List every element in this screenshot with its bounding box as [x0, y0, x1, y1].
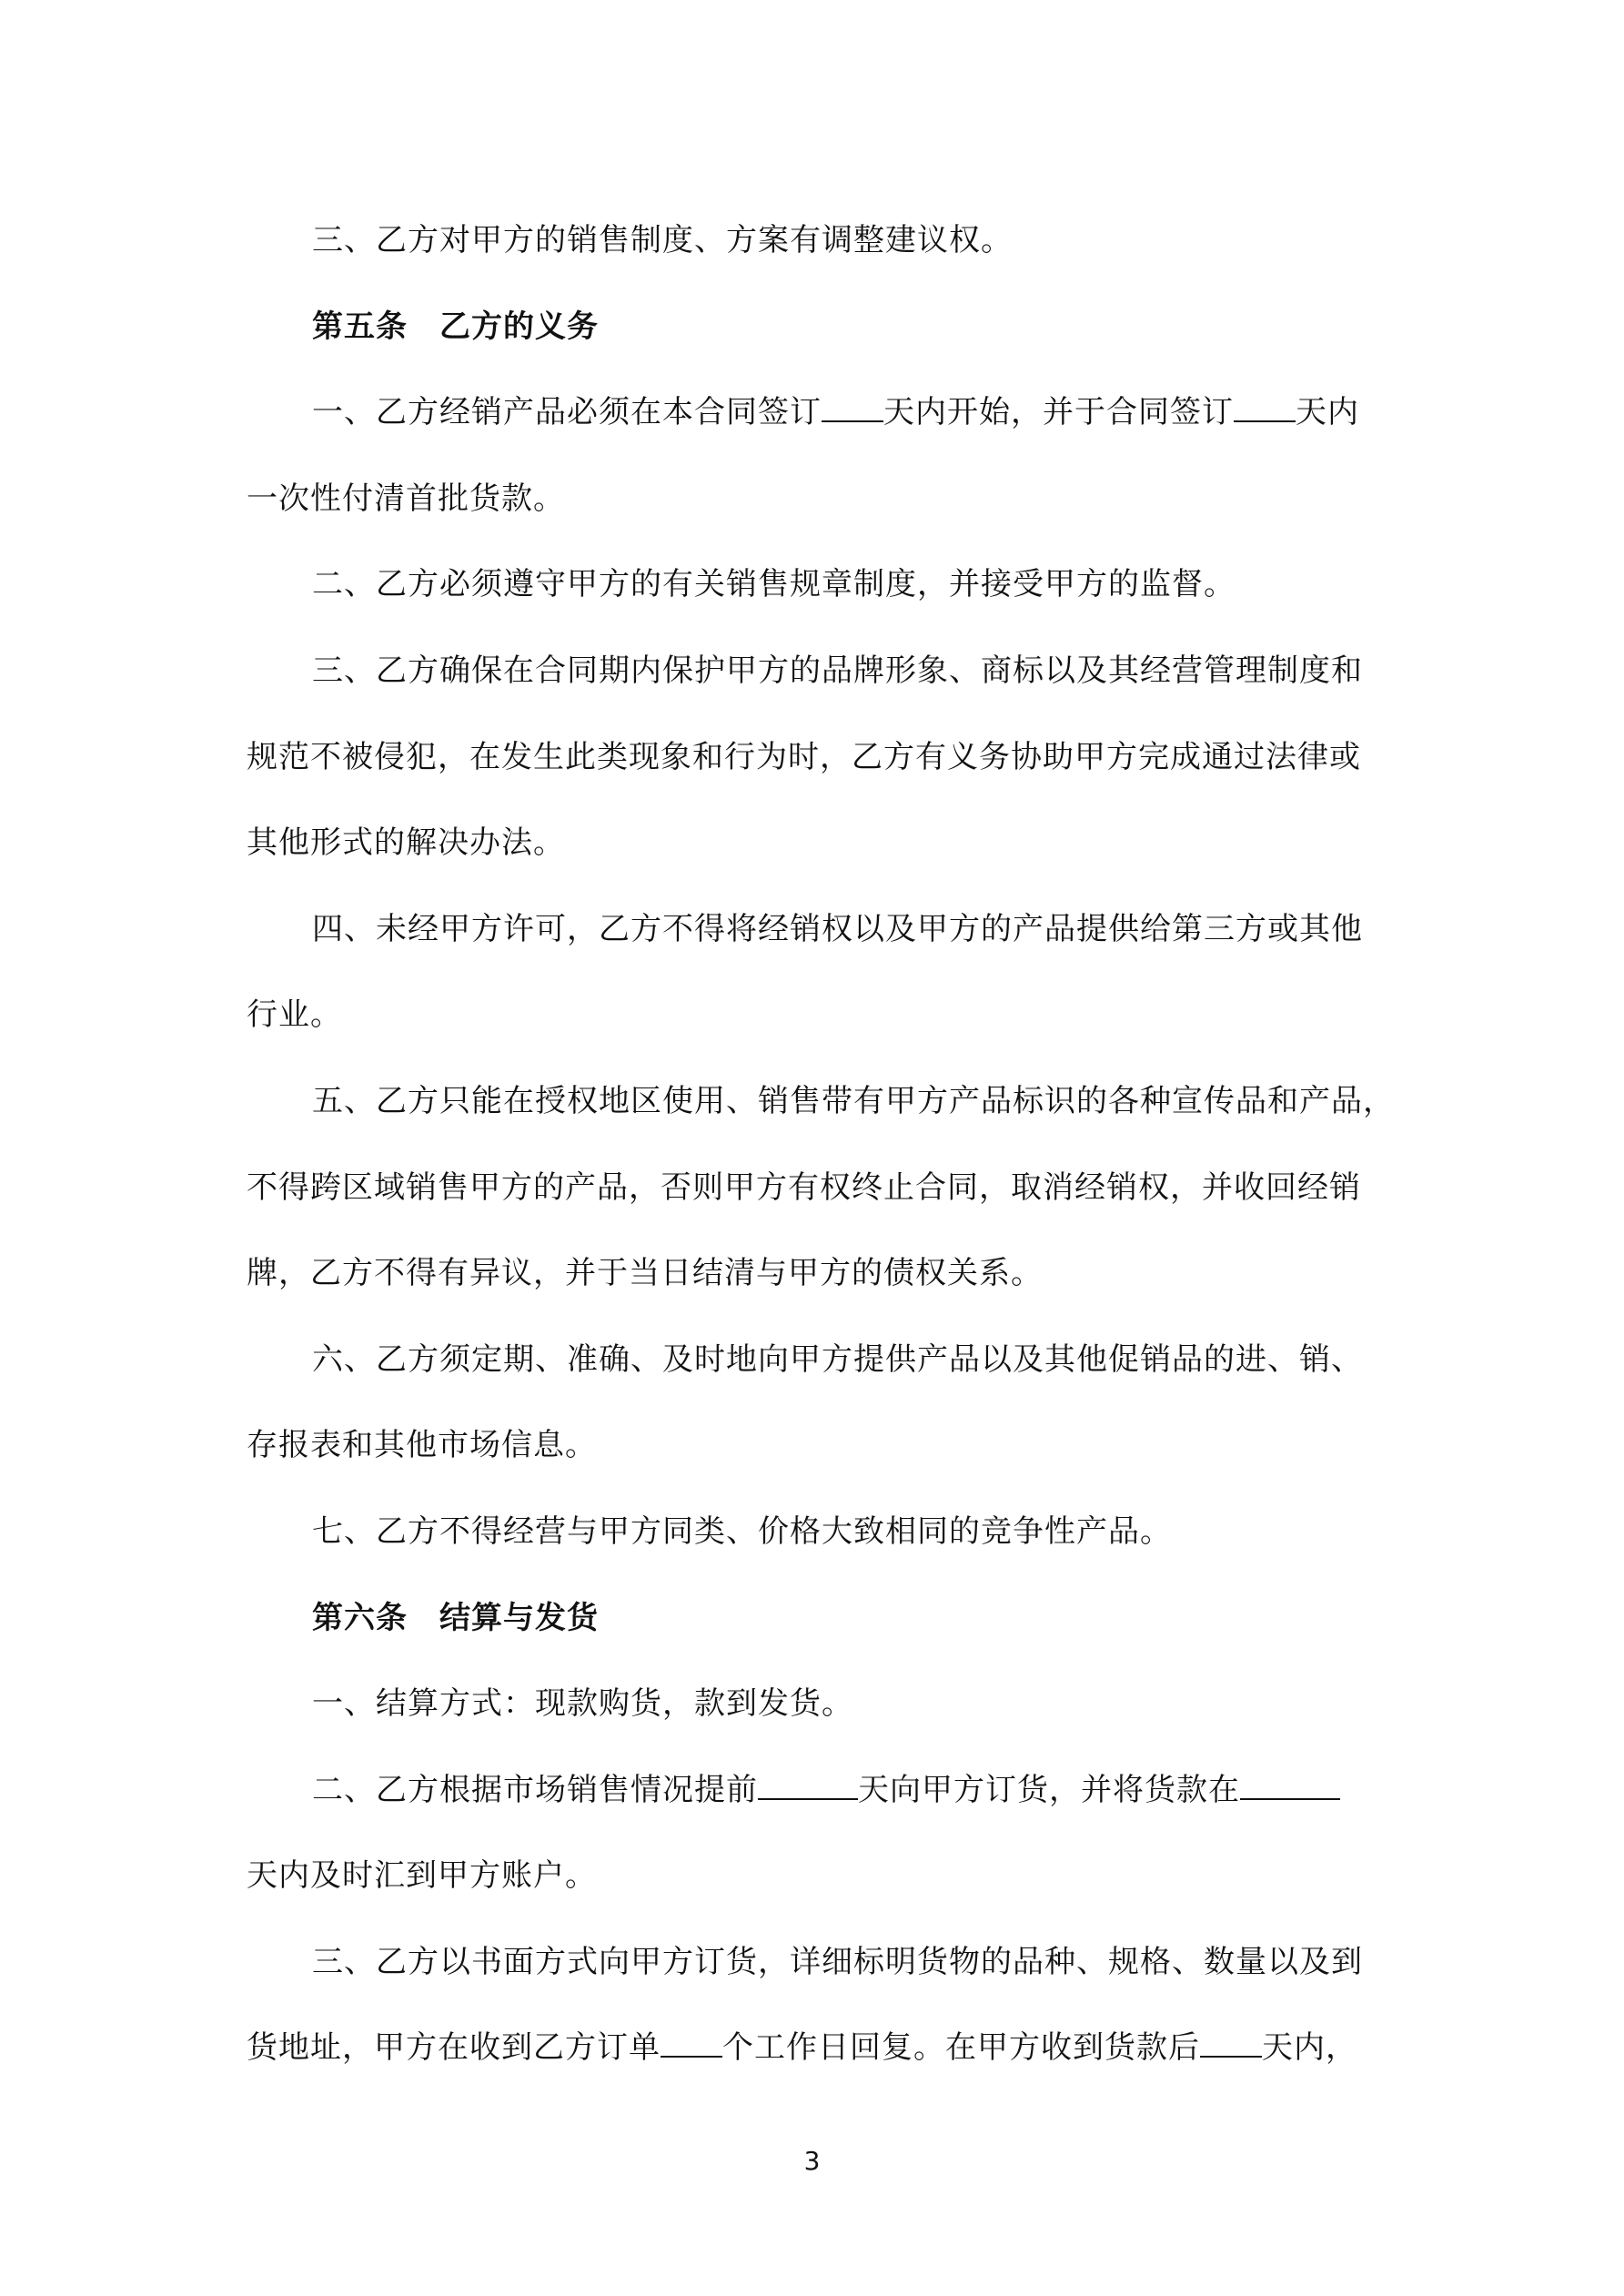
paragraph-line: [247, 1158, 1397, 1245]
text: 个工作日回复。在甲方收到货款后: [722, 2029, 1200, 2067]
paragraph-line: [247, 555, 1397, 642]
text: 二、乙方必须遵守甲方的有关销售规章制度，并接受甲方的监督。: [312, 566, 1236, 603]
paragraph-line: [247, 1244, 1397, 1330]
text: 天内，: [1262, 2029, 1357, 2067]
document-body: [247, 211, 1397, 2105]
text: 天向甲方订货，并将货款在: [858, 1771, 1240, 1808]
text: 三、乙方以书面方式向甲方订货，详细标明货物的品种、规格、数量以及到: [312, 1943, 1363, 1980]
fill-in-blank: [1200, 2019, 1262, 2058]
text: 一次性付清首批货款。: [247, 480, 565, 517]
paragraph-line: [247, 1330, 1397, 1417]
paragraph-line: [247, 211, 1397, 298]
heading-text: 第六条 结算与发货: [312, 1599, 599, 1636]
paragraph-line: [247, 470, 1397, 556]
paragraph-line: [247, 383, 1397, 470]
text: 天内开始，并于合同签订: [883, 394, 1234, 431]
paragraph-line: [247, 728, 1397, 814]
text: 不得跨区域销售甲方的产品，否则甲方有权终止合同，取消经销权，并收回经销: [247, 1168, 1361, 1206]
fill-in-blank: [661, 2019, 722, 2058]
paragraph-line: [247, 2018, 1397, 2105]
text: 天内及时汇到甲方账户。: [247, 1857, 597, 1895]
page-number: 3: [803, 2146, 821, 2176]
text: 存报表和其他市场信息。: [247, 1427, 597, 1464]
text: 规范不被侵犯，在发生此类现象和行为时，乙方有义务协助甲方完成通过法律或: [247, 738, 1361, 775]
text: 二、乙方根据市场销售情况提前: [312, 1771, 758, 1808]
text: 一、乙方经销产品必须在本合同签订: [312, 394, 822, 431]
text: 货地址，甲方在收到乙方订单: [247, 2029, 661, 2067]
fill-in-blank: [822, 384, 883, 422]
paragraph-line: [247, 1761, 1397, 1847]
heading-text: 第五条 乙方的义务: [312, 308, 599, 345]
text: 七、乙方不得经营与甲方同类、价格大致相同的竞争性产品。: [312, 1512, 1172, 1550]
paragraph-line: [247, 900, 1397, 986]
text: 牌，乙方不得有异议，并于当日结清与甲方的债权关系。: [247, 1255, 1043, 1292]
paragraph-line: [247, 1674, 1397, 1761]
fill-in-blank: [1240, 1762, 1340, 1800]
text: 一、结算方式：现款购货，款到发货。: [312, 1685, 853, 1723]
article-heading: [247, 1589, 1397, 1675]
paragraph-line: [247, 642, 1397, 728]
paragraph-line: [247, 1933, 1397, 2019]
text: 四、未经甲方许可，乙方不得将经销权以及甲方的产品提供给第三方或其他: [312, 910, 1363, 947]
paragraph-line: [247, 986, 1397, 1072]
paragraph-line: [247, 1072, 1397, 1158]
text: 其他形式的解决办法。: [247, 824, 565, 862]
paragraph-line: [247, 1502, 1397, 1589]
text: 三、乙方对甲方的销售制度、方案有调整建议权。: [312, 222, 1013, 258]
paragraph-line: [247, 1846, 1397, 1933]
fill-in-blank: [758, 1762, 858, 1800]
text: 五、乙方只能在授权地区使用、销售带有甲方产品标识的各种宣传品和产品，: [312, 1082, 1395, 1119]
text: 天内: [1296, 394, 1359, 431]
paragraph-line: [247, 814, 1397, 900]
text: 行业。: [247, 996, 342, 1034]
text: 六、乙方须定期、准确、及时地向甲方提供产品以及其他促销品的进、销、: [312, 1340, 1363, 1378]
paragraph-line: [247, 1416, 1397, 1502]
fill-in-blank: [1234, 384, 1296, 422]
text: 三、乙方确保在合同期内保护甲方的品牌形象、商标以及其经营管理制度和: [312, 652, 1363, 689]
article-heading: [247, 298, 1397, 384]
